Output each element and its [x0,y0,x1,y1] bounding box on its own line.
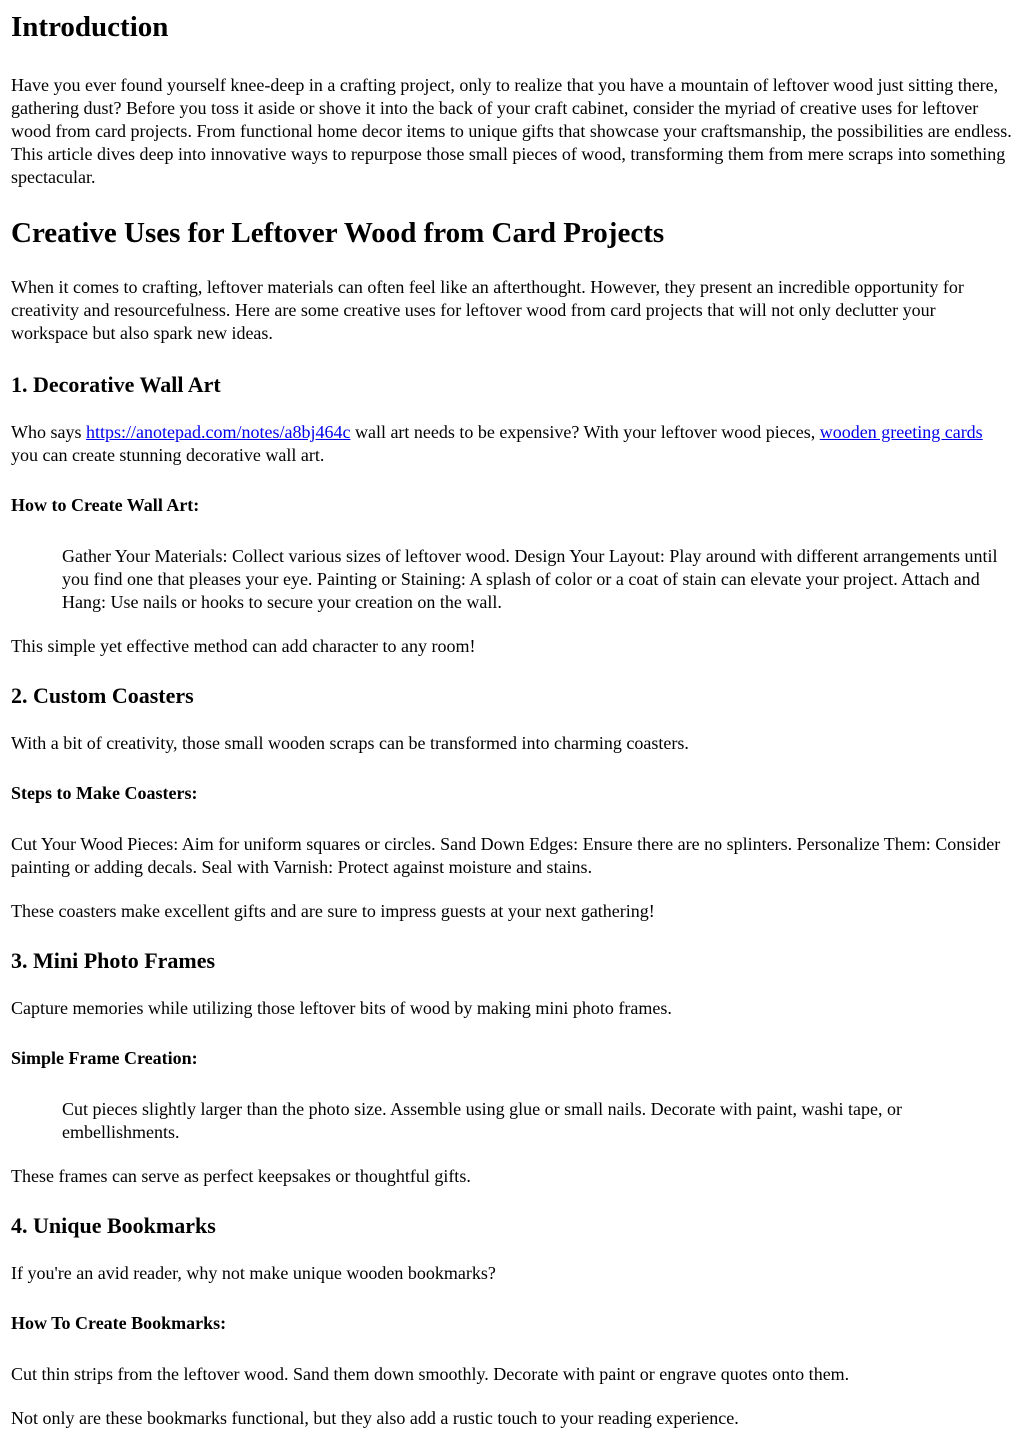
article [0,10,1024,1430]
photo-frames-closing: These frames can serve as perfect keepsakes or thoughtful gifts. [11,1166,471,1186]
bookmarks-steps: Cut thin strips from the leftover wood. Sand them down smoothly. Decorate with paint or engrave quotes onto them. [11,1364,850,1384]
photo-frames-steps: Cut pieces slightly larger than the photo size. Assemble using glue or small nails. Decorate with paint, washi tape, or embellishments. [62,1099,902,1142]
wooden-greeting-cards-link[interactable]: wooden greeting cards [819,422,983,442]
wall-art-intro-end: you can create stunning decorative wall art. [11,445,325,465]
introduction-heading: Introduction [11,11,169,43]
wall-art-intro-start: Who says [11,422,86,442]
coasters-heading: 2. Custom Coasters [11,683,194,708]
wall-art-intro-middle: wall art needs to be expensive? With your leftover wood pieces, [350,422,820,442]
wall-art-intro [11,421,1013,467]
creative-uses-paragraph: When it comes to crafting, leftover materials can often feel like an afterthought. However, they present an incredible opportunity for creativity and resourcefulness. Here are some creative uses for leftover wood from card projects that will not only declutter your workspace but also spark new ideas. [11,277,964,343]
coasters-intro: With a bit of creativity, those small wooden scraps can be transformed into charming coasters. [11,733,689,753]
anotepad-link[interactable]: https://anotepad.com/notes/a8bj464c [86,422,351,442]
creative-uses-heading: Creative Uses for Leftover Wood from Card Projects [11,217,665,249]
photo-frames-heading: 3. Mini Photo Frames [11,948,216,973]
photo-frames-subheading: Simple Frame Creation: [11,1048,198,1068]
wall-art-subheading: How to Create Wall Art: [11,495,200,515]
photo-frames-intro: Capture memories while utilizing those leftover bits of wood by making mini photo frames. [11,998,672,1018]
bookmarks-closing: Not only are these bookmarks functional, but they also add a rustic touch to your reading experience. [11,1408,739,1428]
coasters-steps: Cut Your Wood Pieces: Aim for uniform squares or circles. Sand Down Edges: Ensure there are no splinters. Personalize Them: Consider painting or adding decals. Seal with Varnish: Protect against moisture and stains. [11,834,1001,877]
wall-art-closing: This simple yet effective method can add character to any room! [11,636,476,656]
introduction-paragraph: Have you ever found yourself knee-deep in a crafting project, only to realize that you have a mountain of leftover wood just sitting there, gathering dust? Before you toss it aside or shove it into the back of your craft cabinet, consider the myriad of creative uses for leftover wood from card projects. From functional home decor items to unique gifts that showcase your craftsmanship, the possibilities are endless. This article dives deep into innovative ways to repurpose those small pieces of wood, transforming them from mere scraps into something spectacular. [11,75,1012,187]
bookmarks-intro: If you're an avid reader, why not make unique wooden bookmarks? [11,1263,496,1283]
wall-art-heading: 1. Decorative Wall Art [11,372,221,397]
coasters-subheading: Steps to Make Coasters: [11,783,198,803]
bookmarks-subheading: How To Create Bookmarks: [11,1313,227,1333]
bookmarks-heading: 4. Unique Bookmarks [11,1213,216,1238]
wall-art-steps: Gather Your Materials: Collect various sizes of leftover wood. Design Your Layout: Play around with different arrangements until you find one that pleases your eye. Painting or Staining: A splash of color or a coat of stain can elevate your project. Attach and Hang: Use nails or hooks to secure your creation on the wall. [62,546,998,612]
coasters-closing: These coasters make excellent gifts and are sure to impress guests at your next gathering! [11,901,655,921]
